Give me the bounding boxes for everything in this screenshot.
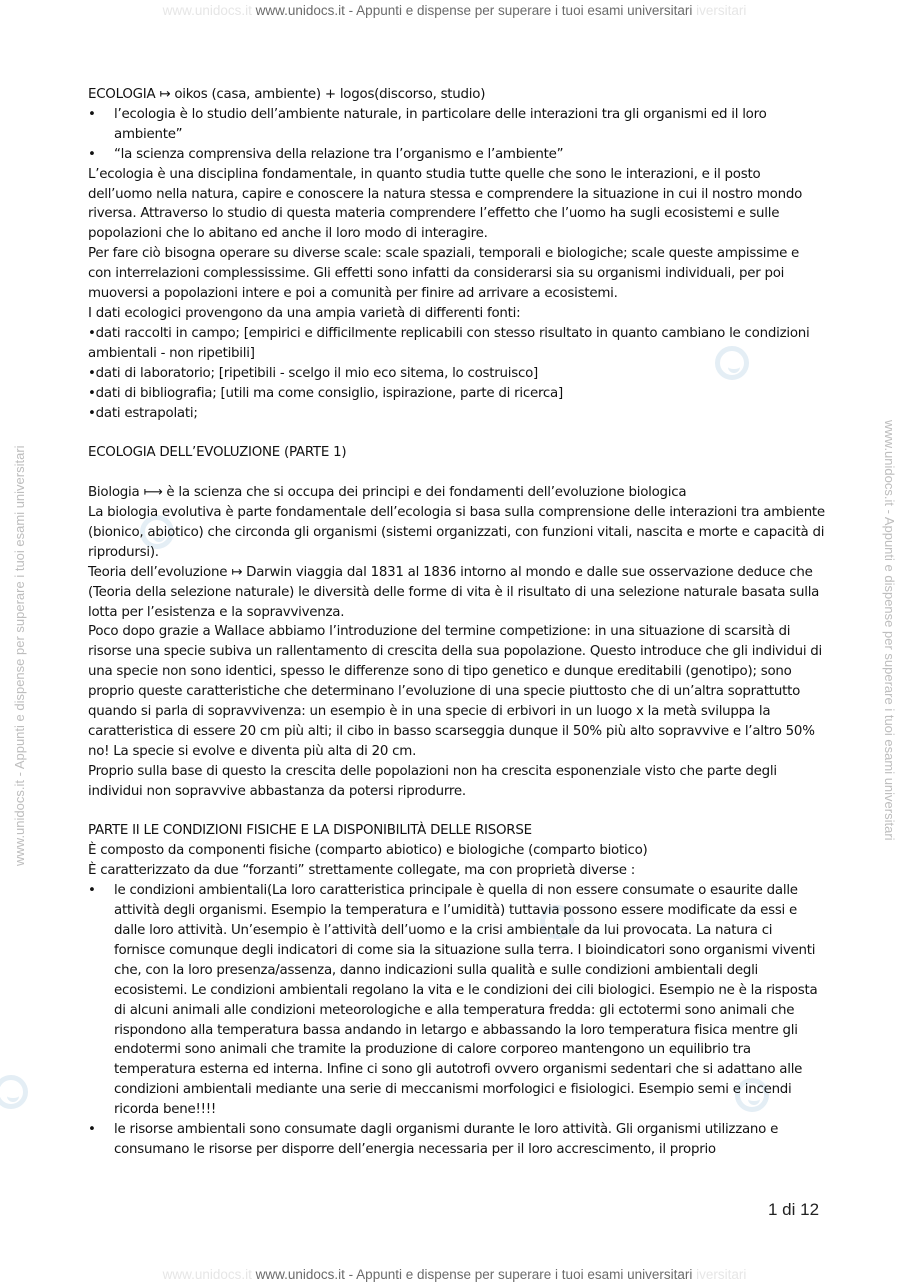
paragraph: Poco dopo grazie a Wallace abbiamo l’introduzione del termine competizione: in una situazione di scarsità di risorse una specie subiva un rallentamento di crescita della sua popolazione. Questo introduce che gli individui di una specie non sono identici, spesso le differenze sono di tipo genetico e dunque ereditabili (genotipo); sono proprio queste caratteristiche che determinano l’evoluzione di una specie piuttosto che di un’altra soprattutto quando si parla di sopravvivenza: un esempio è in una specie di erbivori in un luogo x la metà sviluppa la caratteristica di essere 20 cm più alti; il cibo in basso scarseggia dunque il 50% più alto sopravvive e l’altro 50% no! La specie si evolve e diventa più alta di 20 cm. <box>88 624 823 759</box>
paragraph: Per fare ciò bisogna operare su diverse scale: scale spaziali, temporali e biologiche; scale queste ampissime e con interrelazioni complessissime. Gli effetti sono infatti da considerarsi sia su organismi individuali, per poi muoversi a popolazioni intere e poi a comunità per finire ad arrivare a ecosistemi. <box>88 246 800 302</box>
watermark-footer-text: www.unidocs.it - Appunti e dispense per superare i tuoi esami universitari <box>255 1267 693 1282</box>
list-item: • le risorse ambientali sono consumate dagli organismi durante le loro attività. Gli organismi utilizzano e consumano le risorse per disporre dell’energia necessaria per il loro accrescimento, il proprio <box>88 1120 826 1160</box>
paragraph: È caratterizzato da due “forzanti” strettamente collegate, ma con proprietà diverse : <box>88 863 635 879</box>
paragraph: La biologia evolutiva è parte fondamentale dell’ecologia si basa sulla comprensione delle interazioni tra ambiente (bionico, abiotico) che circonda gli organismi (sistemi organizzati, con funzioni vitali, nascita e morte e capacità di riprodursi). <box>88 505 825 560</box>
source-item: •dati estrapolati; <box>88 405 198 421</box>
paragraph: L’ecologia è una disciplina fondamentale, in quanto studia tutte quelle che sono le interazioni, e il posto dell’uomo nella natura, capire e conoscere la natura stessa e comprendere la situazione in cui il nostro mondo riversa. Attraverso lo studio di questa materia comprendere l’effetto che l’uomo ha sugli ecosistemi e sulle popolazioni che lo abitano ed anche il loro modo di interagire. <box>88 166 803 242</box>
paragraph: Proprio sulla base di questo la crescita delle popolazioni non ha crescita esponenziale visto che parte degli individui non sopravvive abbastanza da potersi riprodurre. <box>88 763 777 799</box>
paragraph: I dati ecologici provengono da una ampia varietà di differenti fonti: <box>88 305 521 321</box>
paragraph: Biologia ⟼ è la scienza che si occupa dei principi e dei fondamenti dell’evoluzione biologica <box>88 485 687 501</box>
definitions-list <box>88 105 826 165</box>
heading-evoluzione: ECOLOGIA DELL’EVOLUZIONE (PARTE 1) <box>88 445 347 461</box>
heading-ecologia: ECOLOGIA ↦ oikos (casa, ambiente) + logos(discorso, studio) <box>88 87 486 102</box>
source-item: •dati raccolti in campo; [empirici e difficilmente replicabili con stesso risultato in quanto cambiano le condizioni ambientali - non ripetibili] <box>88 325 810 361</box>
forzanti-list <box>88 881 826 1160</box>
page-number: 1 di 12 <box>768 1200 820 1219</box>
list-item: • le condizioni ambientali(La loro caratteristica principale è quella di non essere consumate o esaurite dalle attività degli organismi. Esempio la temperatura e l’umidità) tuttavia possono essere modificate da essi e dalle loro attività. Un’esempio è l’attività dell’uomo e la crisi ambientale da lui provocata. La natura ci fornisce comunque degli indicatori di come sia la situazione sulla terra. I bioindicatori sono organismi viventi che, con la loro presenza/assenza, danno indicazioni sulla qualità e sulle condizioni ambientali degli ecosistemi. Le condizioni ambientali regolano la vita e le condizioni dei cili biologici. Esempio ne è la risposta di alcuni animali alle condizioni meteorologiche e alla temperatura fredda: gli ectotermi sono animali che rispondono alla temperatura bassa andando in letargo e abbassando la loro temperatura fisica mentre gli endotermi sono animali che tramite la produzione di calore corporeo mantengono un equilibrio tra temperatura esterna ed interna. Infine ci sono gli autotrofi ovvero organismi sedentari che si adattano alle condizioni ambientali mediante una serie di meccanismi morfologici e fisiologici. Esempio semi e incendi ricorda bene!!!! <box>88 881 826 1120</box>
paragraph: È composto da componenti fisiche (comparto abiotico) e biologiche (comparto biotico) <box>88 843 648 859</box>
source-item: •dati di laboratorio; [ripetibili - scelgo il mio eco sitema, lo costruisco] <box>88 365 539 381</box>
watermark-header-text: www.unidocs.it - Appunti e dispense per superare i tuoi esami universitari <box>255 3 693 18</box>
watermark-left-vertical: www.unidocs.it - Appunti e dispense per superare i tuoi esami universitari <box>12 445 27 866</box>
source-item: •dati di bibliografia; [utili ma come consiglio, ispirazione, parte di ricerca] <box>88 385 563 401</box>
watermark-ghost-left: www.unidocs.it <box>162 3 252 18</box>
watermark-ghost-right: iversitari <box>696 3 747 18</box>
watermark-ghost-right: iversitari <box>696 1267 747 1282</box>
unidocs-logo-icon <box>0 1075 28 1109</box>
list-item: • “la scienza comprensiva della relazione tra l’organismo e l’ambiente” <box>88 145 826 165</box>
paragraph: Teoria dell’evoluzione ↦ Darwin viaggia dal 1831 al 1836 intorno al mondo e dalle sue osservazione deduce che (Teoria della selezione naturale) le diversità delle forme di vita è il risultato di una selezione naturale basata sulla lotta per l’esistenza e la sopravvivenza. <box>88 564 820 620</box>
heading-parte2: PARTE II LE CONDIZIONI FISICHE E LA DISPONIBILITÀ DELLE RISORSE <box>88 823 532 839</box>
list-item: • l’ecologia è lo studio dell’ambiente naturale, in particolare delle interazioni tra gli organismi ed il loro ambiente” <box>88 105 826 145</box>
watermark-footer <box>0 1267 909 1282</box>
watermark-ghost-left: www.unidocs.it <box>162 1267 252 1282</box>
watermark-header <box>0 3 909 18</box>
watermark-right-vertical: www.unidocs.it - Appunti e dispense per superare i tuoi esami universitari <box>882 420 897 841</box>
document-body <box>88 85 826 1160</box>
